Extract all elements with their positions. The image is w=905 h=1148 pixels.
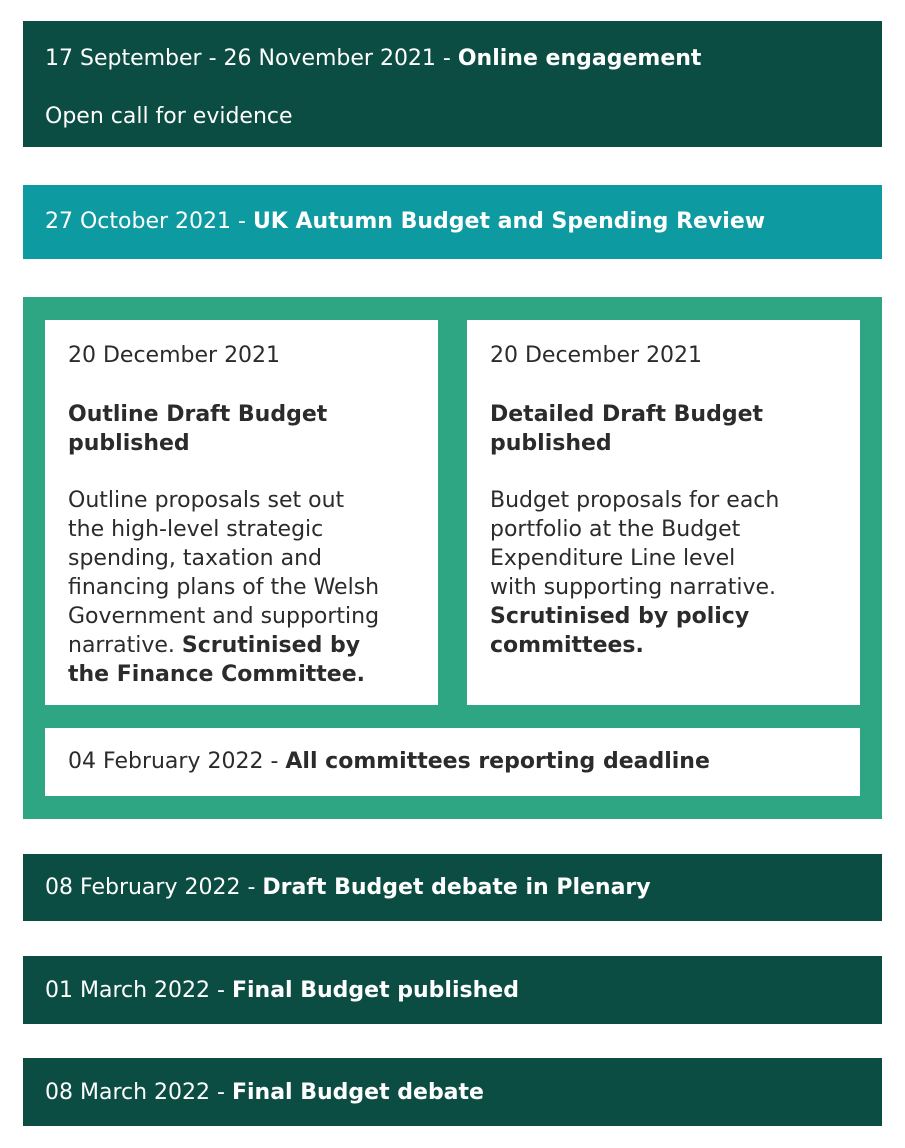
stage-title: Draft Budget debate in Plenary	[262, 875, 651, 900]
card-heading	[490, 400, 820, 458]
stage-title-line	[45, 208, 765, 236]
stage-date: 17 September - 26 November 2021 -	[45, 46, 458, 71]
card-body-line	[68, 660, 418, 689]
card-body-emphasis: the Finance Committee.	[68, 662, 365, 687]
stage-date: 08 March 2022 -	[45, 1080, 232, 1105]
stage-uk-autumn-budget	[23, 185, 882, 259]
card-body-text: narrative.	[68, 633, 182, 658]
stage-title-line	[45, 1079, 484, 1107]
stage-date: 08 February 2022 -	[45, 875, 263, 900]
card-body-line: Outline proposals set out	[68, 488, 345, 513]
card-body-line	[68, 631, 418, 660]
deadline-line	[68, 748, 710, 776]
stage-title-line	[45, 977, 519, 1005]
card-body-line: the high-level strategic	[68, 517, 324, 542]
card-body	[490, 486, 840, 660]
stage-final-budget-published	[23, 956, 882, 1024]
card-heading-line: published	[68, 431, 190, 456]
card-body-line: financing plans of the Welsh	[68, 575, 380, 600]
stage-title: UK Autumn Budget and Spending Review	[252, 209, 766, 234]
card-body-line	[490, 602, 840, 631]
card-date: 20 December 2021	[490, 343, 703, 368]
deadline-title: All committees reporting deadline	[285, 749, 710, 774]
stage-draft-budget-debate	[23, 854, 882, 921]
stage-date: 27 October 2021 -	[45, 209, 253, 234]
card-heading	[68, 400, 398, 458]
card-heading-line: Detailed Draft Budget	[490, 402, 764, 427]
deadline-date: 04 February 2022 -	[68, 749, 286, 774]
stage-online-engagement	[23, 21, 882, 147]
card-body-emphasis: Scrutinised by policy	[490, 604, 750, 629]
committee-deadline-box	[45, 728, 860, 796]
stage-title-line	[45, 45, 701, 73]
stage-detail: Open call for evidence	[45, 104, 293, 129]
outline-draft-budget-card	[45, 320, 438, 705]
card-body-line: Expenditure Line level	[490, 546, 736, 571]
card-body-line: portfolio at the Budget	[490, 517, 741, 542]
detailed-draft-budget-card	[467, 320, 860, 705]
card-body-line: spending, taxation and	[68, 546, 323, 571]
card-body	[68, 486, 418, 689]
card-body-line: Government and supporting	[68, 604, 380, 629]
card-body-line: Budget proposals for each	[490, 488, 780, 513]
card-body-line	[490, 631, 840, 660]
stage-draft-budget-group	[23, 297, 882, 819]
card-heading-line: Outline Draft Budget	[68, 402, 328, 427]
stage-title: Final Budget debate	[231, 1080, 484, 1105]
stage-title: Final Budget published	[231, 978, 519, 1003]
card-body-emphasis: committees.	[490, 633, 644, 658]
stage-final-budget-debate	[23, 1058, 882, 1126]
card-heading-line: published	[490, 431, 612, 456]
stage-title: Online engagement	[457, 46, 702, 71]
card-body-emphasis: Scrutinised by	[181, 633, 361, 658]
card-body-line: with supporting narrative.	[490, 575, 777, 600]
stage-title-line	[45, 874, 651, 902]
stage-date: 01 March 2022 -	[45, 978, 232, 1003]
card-date: 20 December 2021	[68, 343, 281, 368]
